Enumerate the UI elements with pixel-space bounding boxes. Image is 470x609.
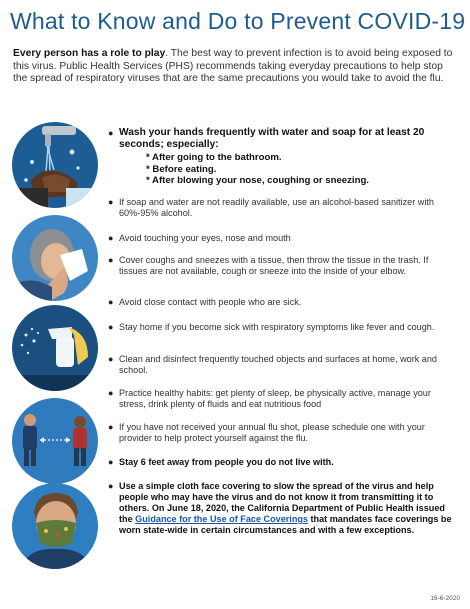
bullet-icon: ● (108, 388, 114, 398)
list-item: * After going to the bathroom. (146, 152, 282, 163)
list-item-sanitizer: ● If soap and water are not readily available, use an alcohol-based sanitizer with 60%-95% alcohol. (108, 197, 434, 218)
bullet-icon: ● (108, 297, 114, 307)
bullet-icon: ● (108, 255, 114, 265)
list-item-face-covering (108, 481, 454, 536)
bullet-icon: ● (108, 422, 114, 432)
list-item: * After blowing your nose, coughing or sneezing. (146, 175, 369, 186)
list-item-healthy-habits: ● Practice healthy habits: get plenty of sleep, be physically active, manage your stress, drink plenty of fluids and eat nutritious food (108, 388, 431, 409)
footer-date: 16-6-2020 (430, 595, 460, 602)
disinfect-spray-illustration (12, 305, 98, 391)
bullet-icon: ● (108, 197, 114, 207)
list-item-avoid-touching: ● Avoid touching your eyes, nose and mouth (108, 233, 291, 243)
list-item-cover-coughs: ● Cover coughs and sneezes with a tissue, then throw the tissue in the trash. If tissues are not available, cough or sneeze into the inside of your elbow. (108, 255, 429, 276)
mask-text-b: that mandates face coverings be worn state-wide in certain circumstances and with a few exceptions. (119, 514, 452, 535)
list-item-wash-hands: ● Wash your hands frequently with water and soap for at least 20 seconds; especially: (108, 127, 425, 150)
intro-paragraph (13, 48, 457, 86)
list-item-six-feet: ● Stay 6 feet away from people you do not live with. (108, 457, 334, 467)
social-distance-illustration (12, 398, 98, 484)
list-item-flu-shot: ● If you have not received your annual flu shot, please schedule one with your provider to help protect yourself against the flu. (108, 422, 425, 443)
bullet-icon: ● (108, 322, 114, 332)
face-mask-illustration (12, 483, 98, 569)
bullet-icon: ● (108, 457, 114, 467)
bullet-icon: ● (108, 481, 114, 491)
intro-bold: Every person has a role to play (13, 48, 166, 59)
bullet-icon: ● (108, 233, 114, 243)
list-item-stay-home: ● Stay home if you become sick with respiratory symptoms like fever and cough. (108, 322, 435, 332)
list-item-avoid-contact: ● Avoid close contact with people who are sick. (108, 297, 302, 307)
wash-occasions-list (146, 152, 369, 187)
page-title: What to Know and Do to Prevent COVID-19 (10, 8, 466, 34)
bullet-icon: ● (108, 354, 114, 364)
face-covering-guidance-link[interactable]: Guidance for the Use of Face Coverings (135, 514, 308, 524)
sneeze-illustration (12, 215, 98, 301)
handwashing-illustration (12, 122, 98, 208)
list-item: * Before eating. (146, 163, 217, 175)
mask-text-a: Use a simple cloth face covering to slow the spread of the virus and help people who may have the virus and do not know it from transmitting it to others. On June 18, 2020, the California Department of Public Health issued the (119, 481, 445, 524)
intro-text: . The best way to prevent infection is to avoid being exposed to this virus. Public Health Services (PHS) recommends taking everyday precautions to help stop the spread of respiratory viruses that are the same precautions you would take to avoid the flu. (13, 48, 453, 85)
bullet-icon: ● (108, 128, 114, 138)
list-item-clean-disinfect: ● Clean and disinfect frequently touched objects and surfaces at home, work and school. (108, 354, 437, 375)
